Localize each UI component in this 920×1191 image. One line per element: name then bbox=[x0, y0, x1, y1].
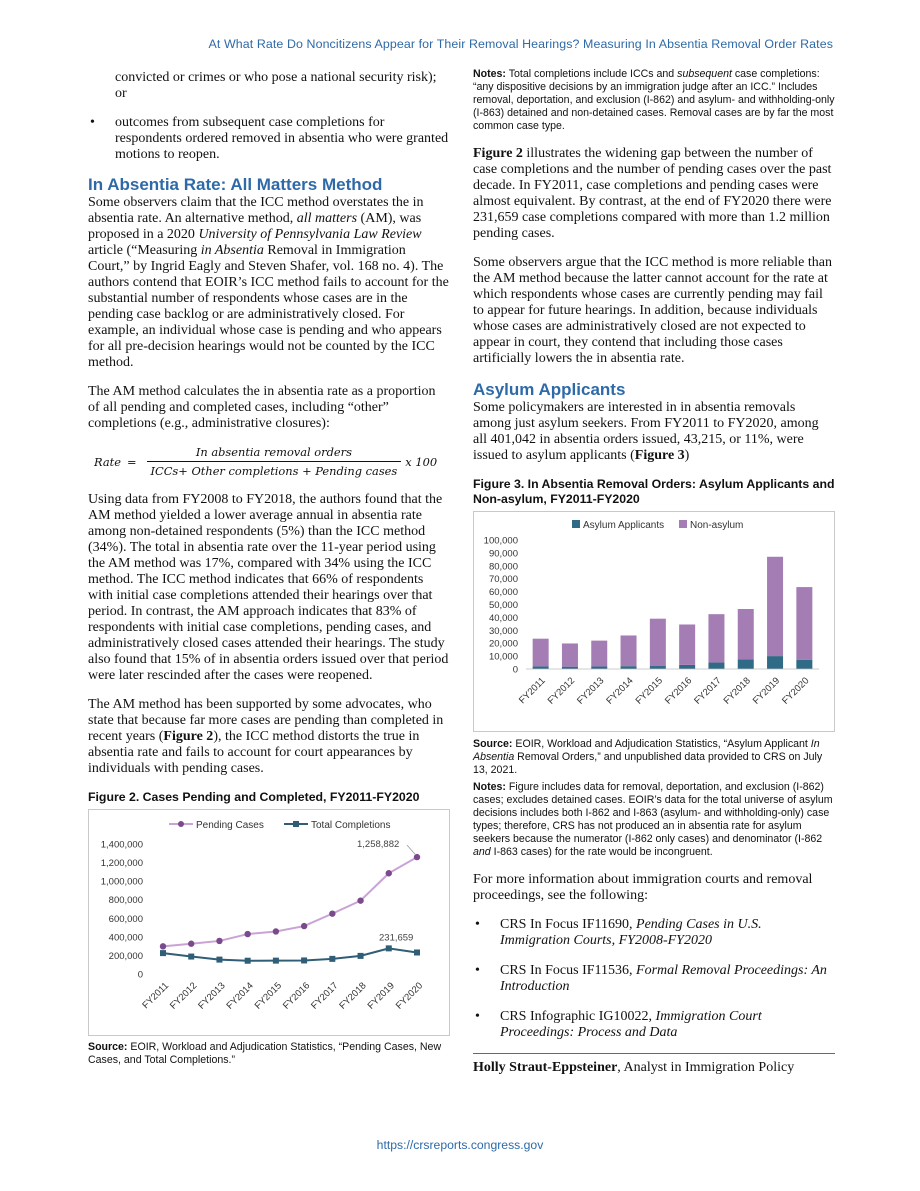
x-tick-label: FY2011 bbox=[140, 980, 172, 1012]
figure-2-source: Source: EOIR, Workload and Adjudication Statistics, “Pending Cases, New Cases, and Total Completions.” bbox=[88, 1041, 442, 1066]
data-point bbox=[329, 910, 335, 916]
x-tick-label: FY2019 bbox=[750, 675, 783, 707]
paragraph: Figure 2 illustrates the widening gap between the number of case completions and the number of pending cases over the past decade. In FY2011, case completions and pending cases were almost equivalent. By contrast, at the end of FY2020 there were 231,659 case completions compared with more than 1.2 million pending cases. bbox=[473, 146, 832, 241]
x-tick-label: FY2011 bbox=[516, 675, 548, 707]
data-point bbox=[160, 950, 166, 956]
data-point bbox=[188, 954, 194, 960]
author-line: Holly Straut-Eppsteiner, Analyst in Immigration Policy bbox=[473, 1060, 795, 1075]
y-tick-label: 10,000 bbox=[488, 651, 518, 663]
x-tick-label: FY2020 bbox=[393, 980, 426, 1012]
figure-3-source: Source: EOIR, Workload and Adjudication Statistics, “Asylum Applicant In Absentia Removal Orders,” and unpublished data provided to CRS on July 13, 2021. bbox=[473, 738, 823, 776]
y-tick-label: 90,000 bbox=[488, 548, 518, 560]
x-tick-label: FY2017 bbox=[692, 675, 724, 707]
data-point bbox=[273, 958, 279, 964]
legend-swatch-marker bbox=[178, 821, 184, 827]
bar-segment bbox=[621, 635, 637, 666]
paragraph: Some policymakers are interested in in absentia removals among just asylum seekers. From FY2011 to FY2020, among all 401,042 in absentia orders issued, 43,215, or 11%, were issued to asylum applicants (Figure 3) bbox=[473, 400, 819, 463]
y-tick-label: 50,000 bbox=[488, 600, 518, 611]
page-header: At What Rate Do Noncitizens Appear for Their Removal Hearings? Measuring In Absentia Removal Order Rates bbox=[208, 37, 833, 51]
figure-2-chart bbox=[88, 809, 450, 1036]
x-tick-label: FY2017 bbox=[309, 980, 341, 1012]
data-point bbox=[358, 953, 364, 959]
x-tick-label: FY2014 bbox=[604, 675, 636, 707]
series-line bbox=[163, 948, 417, 960]
bar-segment bbox=[738, 659, 754, 669]
formula-numerator: In absentia removal orders bbox=[195, 445, 352, 459]
author-divider bbox=[473, 1053, 835, 1054]
y-tick-label: 800,000 bbox=[108, 895, 143, 907]
x-tick-label: FY2012 bbox=[545, 675, 578, 707]
y-tick-label: 0 bbox=[512, 664, 518, 676]
bullet-list bbox=[88, 115, 450, 163]
y-tick-label: 60,000 bbox=[488, 587, 518, 599]
legend-label: Non-asylum bbox=[690, 520, 744, 531]
reference-link[interactable]: • CRS In Focus IF11536, Formal Removal Proceedings: An Introduction bbox=[473, 963, 835, 995]
data-point bbox=[160, 943, 166, 949]
bar-segment bbox=[767, 656, 783, 669]
y-tick-label: 100,000 bbox=[483, 535, 518, 547]
formula-rhs: x 100 bbox=[405, 454, 438, 469]
reference-link[interactable]: • CRS In Focus IF11690, Pending Cases in U.S. Immigration Courts, FY2008-FY2020 bbox=[473, 917, 835, 949]
data-point bbox=[414, 949, 420, 955]
figure-2-svg bbox=[89, 810, 449, 1030]
data-point bbox=[188, 941, 194, 947]
reference-link[interactable]: • CRS Infographic IG10022, Immigration Court Proceedings: Process and Data bbox=[473, 1009, 835, 1041]
right-column bbox=[473, 68, 835, 1089]
legend-swatch bbox=[679, 520, 687, 528]
reference-list bbox=[473, 917, 835, 1041]
data-point bbox=[216, 957, 222, 963]
data-point bbox=[216, 938, 222, 944]
legend-label: Total Completions bbox=[311, 820, 391, 831]
bar-segment bbox=[650, 666, 666, 669]
data-point bbox=[301, 957, 307, 963]
bar-segment bbox=[591, 641, 607, 667]
paragraph: Some observers claim that the ICC method overstates the in absentia rate. An alternative method, all matters (AM), was proposed in a 2020 University of Pennsylvania Law Review article (“Measuring in Absentia Removal in Immigration Court,” by Ingrid Eagly and Steven Shafer, vol. 168 no. 4). The authors contend that EOIR’s ICC method fails to account for the substantial number of respondents whose cases are in the pending case backlog or are administratively closed. For example, an individual whose case is pending and who appears for all pre-decision hearings would not be counted by the ICC method. bbox=[88, 195, 449, 370]
data-point bbox=[414, 854, 420, 860]
figure-2-caption: Figure 2. Cases Pending and Completed, FY2011-FY2020 bbox=[88, 790, 420, 804]
data-point bbox=[301, 923, 307, 929]
figure-3-notes: Notes: Figure includes data for removal, deportation, and exclusion (I-862) cases; excludes detained cases. EOIR’s data for the total universe of asylum decisions includes both I-862 and I-863 (asylum- and withholding-only) case types; therefore, CRS has not produced an in absentia rate for asylum seekers because the numerator (I-862 only cases) and denominator (I-862 and I-863 cases) for the rate would be incongruent. bbox=[473, 781, 833, 858]
x-tick-label: FY2015 bbox=[252, 980, 285, 1012]
bar-segment bbox=[679, 665, 695, 669]
y-tick-label: 70,000 bbox=[488, 574, 518, 586]
x-tick-label: FY2016 bbox=[662, 675, 695, 707]
x-tick-label: FY2016 bbox=[280, 980, 313, 1012]
rate-formula bbox=[94, 445, 450, 478]
bar-segment bbox=[650, 619, 666, 666]
bar-segment bbox=[767, 557, 783, 656]
section-heading-all-matters: In Absentia Rate: All Matters Method bbox=[88, 175, 383, 194]
y-tick-label: 0 bbox=[137, 969, 143, 981]
data-point bbox=[329, 956, 335, 962]
list-item: • outcomes from subsequent case completions for respondents ordered removed in absentia who were granted motions to reopen. bbox=[88, 115, 450, 163]
bar-segment bbox=[679, 624, 695, 664]
formula-denominator: ICCs+ Other completions + Pending cases bbox=[147, 461, 402, 478]
data-point bbox=[273, 928, 279, 934]
x-tick-label: FY2015 bbox=[633, 675, 665, 707]
x-tick-label: FY2019 bbox=[365, 980, 397, 1012]
left-column bbox=[88, 70, 450, 1071]
formula-fraction bbox=[147, 445, 402, 478]
section-heading-asylum: Asylum Applicants bbox=[473, 380, 626, 399]
continued-bullet-text: convicted or crimes or who pose a national security risk); or bbox=[115, 70, 437, 101]
x-tick-label: FY2012 bbox=[168, 980, 200, 1012]
figure-3-caption: Figure 3. In Absentia Removal Orders: Asylum Applicants and Non-asylum, FY2011-FY2020 bbox=[473, 477, 835, 506]
formula-equals: = bbox=[126, 454, 137, 469]
figure-3-chart bbox=[473, 511, 835, 732]
data-point bbox=[245, 958, 251, 964]
y-tick-label: 600,000 bbox=[108, 913, 143, 925]
y-tick-label: 80,000 bbox=[488, 561, 518, 573]
paragraph: Using data from FY2008 to FY2018, the authors found that the AM method yielded a lower average annual in absentia rate among non-detained respondents (5%) than the ICC method (34%). The total in absentia rate over the 11-year period using the AM method was 17%, compared with 34% using the ICC method. The ICC method indicates that 66% of respondents with initial case completions attended their hearings over that period. In contrast, the AM approach indicates that 83% of respondents with initial case completions, pending cases, and administratively closed cases attended their hearings. The study also found that 15% of in absentia orders issued over that period were later rescinded after the cases were reopened. bbox=[88, 492, 449, 683]
y-tick-label: 1,400,000 bbox=[100, 839, 143, 851]
y-tick-label: 40,000 bbox=[488, 612, 518, 624]
legend-label: Pending Cases bbox=[196, 820, 264, 831]
y-tick-label: 400,000 bbox=[108, 932, 143, 944]
y-tick-label: 1,200,000 bbox=[100, 858, 143, 870]
x-tick-label: FY2013 bbox=[196, 980, 228, 1012]
data-label: 231,659 bbox=[379, 932, 414, 944]
data-label-leader bbox=[407, 845, 415, 854]
bar-segment bbox=[533, 639, 549, 667]
figure-3-svg bbox=[474, 512, 834, 726]
y-tick-label: 20,000 bbox=[488, 638, 518, 650]
legend-swatch bbox=[572, 520, 580, 528]
figure-2-notes: Notes: Total completions include ICCs and subsequent case completions: “any dispositive decisions by an immigration judge after an ICC.” Includes removal, deportation, and exclusion (I-862) and asylum- and withholding-only (I-863) detained and non-detained cases. Removal cases are by far the most common case type. bbox=[473, 68, 835, 132]
data-point bbox=[386, 870, 392, 876]
x-tick-label: FY2020 bbox=[780, 675, 812, 707]
bar-segment bbox=[738, 609, 754, 659]
bar-segment bbox=[708, 614, 724, 662]
bar-segment bbox=[621, 666, 637, 669]
x-tick-label: FY2013 bbox=[575, 675, 607, 707]
bar-segment bbox=[796, 587, 812, 660]
bar-segment bbox=[796, 660, 812, 669]
paragraph: Some observers argue that the ICC method is more reliable than the AM method because the latter cannot account for the rate at which respondents whose cases are currently pending may fail to appear for future hearings. In addition, because individuals whose cases are administratively closed are not expected to appear in court, they contend that including those cases artificially lowers the in absentia rate. bbox=[473, 255, 832, 366]
y-tick-label: 30,000 bbox=[488, 625, 518, 637]
paragraph: The AM method calculates the in absentia rate as a proportion of all pending and completed cases, including “other” completions (e.g., administrative closures): bbox=[88, 384, 436, 431]
y-tick-label: 200,000 bbox=[108, 950, 143, 962]
data-label: 1,258,882 bbox=[357, 839, 400, 851]
x-tick-label: FY2014 bbox=[224, 980, 256, 1012]
bar-segment bbox=[562, 643, 578, 666]
bar-segment bbox=[708, 663, 724, 669]
y-tick-label: 1,000,000 bbox=[100, 876, 143, 888]
data-point bbox=[357, 897, 363, 903]
data-point bbox=[386, 945, 392, 951]
legend-label: Asylum Applicants bbox=[583, 520, 665, 531]
data-point bbox=[244, 931, 250, 937]
legend-swatch-marker bbox=[293, 821, 299, 827]
x-tick-label: FY2018 bbox=[337, 980, 369, 1012]
x-tick-label: FY2018 bbox=[721, 675, 753, 707]
paragraph: For more information about immigration courts and removal proceedings, see the following: bbox=[473, 872, 813, 903]
formula-lhs: Rate bbox=[94, 454, 121, 469]
paragraph: The AM method has been supported by some advocates, who state that because far more cases are pending than completed in recent years (Figure 2), the ICC method distorts the true in absentia rate and fails to account for court appearances by individuals with pending cases. bbox=[88, 697, 444, 776]
footer-url[interactable]: https://crsreports.congress.gov bbox=[376, 1138, 544, 1152]
